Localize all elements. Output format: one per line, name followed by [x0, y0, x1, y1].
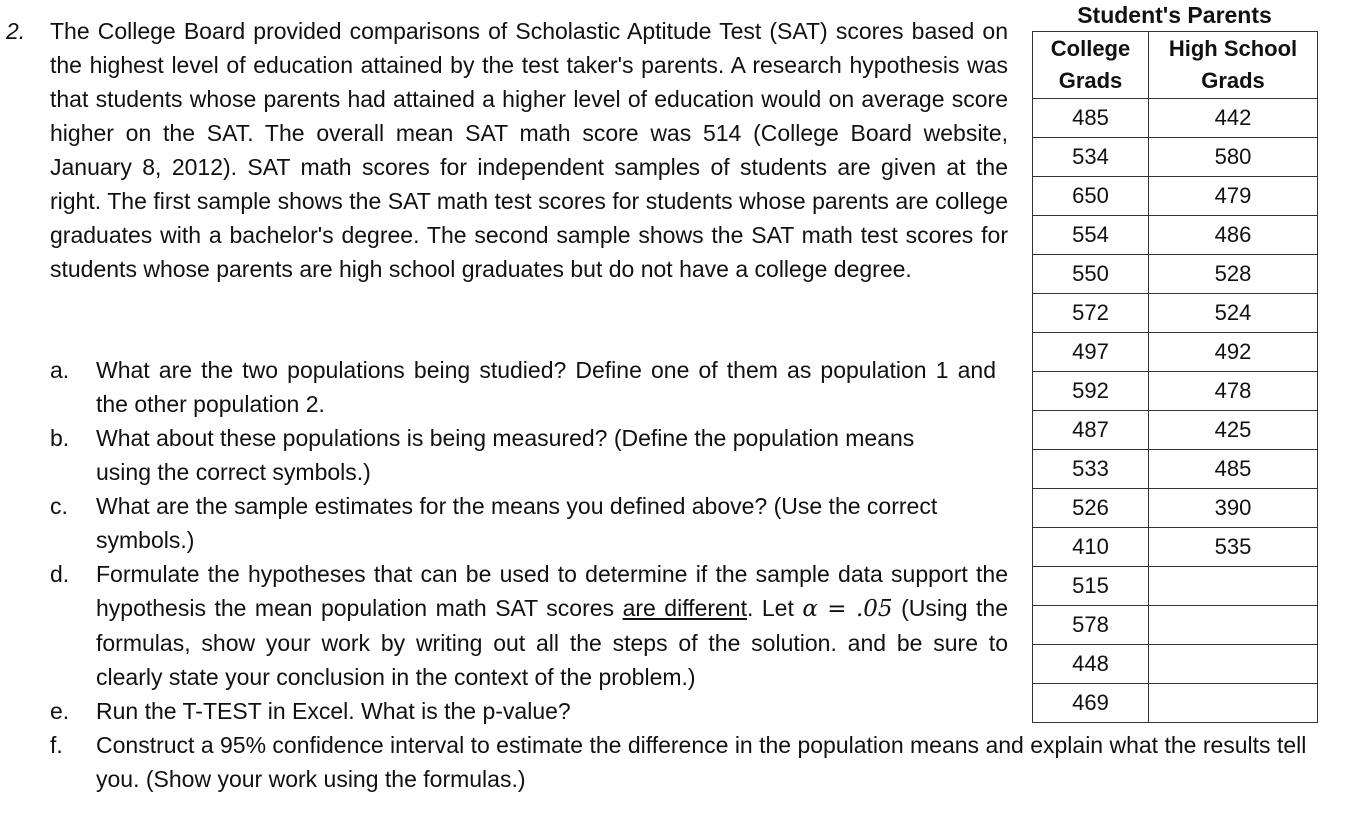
college-grads-cell: 554 [1033, 216, 1149, 255]
table-row [1033, 411, 1318, 450]
part-b-letter: b. [50, 425, 70, 451]
college-grads-cell: 534 [1033, 138, 1149, 177]
college-grads-cell: 485 [1033, 99, 1149, 138]
table-row [1033, 450, 1318, 489]
college-grads-cell: 592 [1033, 372, 1149, 411]
part-b-text: What about these populations is being measured? (Define the population means using the correct symbols.) [96, 425, 915, 485]
table-title: Student's Parents [1077, 2, 1272, 28]
header-hs-line1: High School [1168, 36, 1298, 61]
high-school-grads-cell: 390 [1149, 489, 1318, 528]
part-a-text: What are the two populations being studied? Define one of them as population 1 and the other population 2. [96, 357, 996, 417]
high-school-grads-cell [1149, 645, 1318, 684]
part-d-letter: d. [50, 561, 70, 587]
high-school-grads-cell: 478 [1149, 372, 1318, 411]
high-school-grads-cell: 535 [1149, 528, 1318, 567]
college-grads-cell: 550 [1033, 255, 1149, 294]
high-school-grads-cell [1149, 684, 1318, 723]
table-row [1033, 99, 1318, 138]
data-table-container [1032, 0, 1317, 723]
sat-scores-table [1032, 31, 1318, 723]
high-school-grads-cell: 442 [1149, 99, 1318, 138]
table-row [1033, 489, 1318, 528]
table-row [1033, 567, 1318, 606]
table-header-row [1033, 32, 1318, 99]
part-a-letter: a. [50, 357, 70, 383]
college-grads-cell: 487 [1033, 411, 1149, 450]
part-d-underlined: are different [622, 595, 747, 621]
part-d-text-before: Formulate the hypotheses that can be used to determine if the sample data support the hypothesis the mean population math SAT scores [96, 561, 1008, 621]
header-high-school-grads [1149, 32, 1318, 99]
high-school-grads-cell [1149, 567, 1318, 606]
high-school-grads-cell: 580 [1149, 138, 1318, 177]
part-e-text: Run the T-TEST in Excel. What is the p-value? [96, 698, 571, 724]
table-row [1033, 255, 1318, 294]
high-school-grads-cell: 479 [1149, 177, 1318, 216]
part-d-text [96, 557, 1008, 694]
high-school-grads-cell: 524 [1149, 294, 1318, 333]
part-c-letter: c. [50, 493, 68, 519]
table-row [1033, 177, 1318, 216]
part-c-text: What are the sample estimates for the means you defined above? (Use the correct symbols.) [96, 493, 938, 553]
header-college-line1: College [1050, 36, 1131, 61]
college-grads-cell: 533 [1033, 450, 1149, 489]
header-college-line2: Grads [1058, 68, 1123, 93]
header-college-grads [1033, 32, 1149, 99]
part-f [50, 728, 1350, 796]
high-school-grads-cell: 485 [1149, 450, 1318, 489]
high-school-grads-cell: 425 [1149, 411, 1318, 450]
table-row [1033, 294, 1318, 333]
college-grads-cell: 497 [1033, 333, 1149, 372]
college-grads-cell: 572 [1033, 294, 1149, 333]
college-grads-cell: 469 [1033, 684, 1149, 723]
table-row [1033, 333, 1318, 372]
table-row [1033, 528, 1318, 567]
question-intro: The College Board provided comparisons of Scholastic Aptitude Test (SAT) scores based on the highest level of education attained by the test taker's parents. A research hypothesis was that students whose parents had attained a higher level of education would on average score higher on the SAT. The overall mean SAT math score was 514 (College Board website, January 8, 2012). SAT math scores for independent samples of students are given at the right. The first sample shows the SAT math test scores for students whose parents are college graduates with a bachelor's degree. The second sample shows the SAT math test scores for students whose parents are high school graduates but do not have a college degree. [50, 18, 1008, 282]
college-grads-cell: 650 [1033, 177, 1149, 216]
high-school-grads-cell: 492 [1149, 333, 1318, 372]
college-grads-cell: 515 [1033, 567, 1149, 606]
question-number: 2. [6, 18, 26, 44]
part-f-text: Construct a 95% confidence interval to estimate the difference in the population means and explain what the results tell you. (Show your work using the formulas.) [96, 732, 1307, 792]
table-row [1033, 138, 1318, 177]
part-e-letter: e. [50, 698, 70, 724]
table-body [1033, 99, 1318, 723]
college-grads-cell: 448 [1033, 645, 1149, 684]
college-grads-cell: 578 [1033, 606, 1149, 645]
alpha-symbol: α = .05 [802, 596, 893, 622]
part-d-text-mid: . Let [747, 595, 803, 621]
table-row [1033, 684, 1318, 723]
table-row [1033, 216, 1318, 255]
high-school-grads-cell: 528 [1149, 255, 1318, 294]
college-grads-cell: 526 [1033, 489, 1149, 528]
high-school-grads-cell [1149, 606, 1318, 645]
table-row [1033, 372, 1318, 411]
college-grads-cell: 410 [1033, 528, 1149, 567]
header-hs-line2: Grads [1201, 68, 1265, 93]
part-d-text-after: (Using the formulas, show your work by writing out all the steps of the solution. and be sure to clearly state your conclusion in the context of the problem.) [96, 595, 1008, 690]
table-row [1033, 645, 1318, 684]
high-school-grads-cell: 486 [1149, 216, 1318, 255]
part-f-letter: f. [50, 732, 63, 758]
table-row [1033, 606, 1318, 645]
